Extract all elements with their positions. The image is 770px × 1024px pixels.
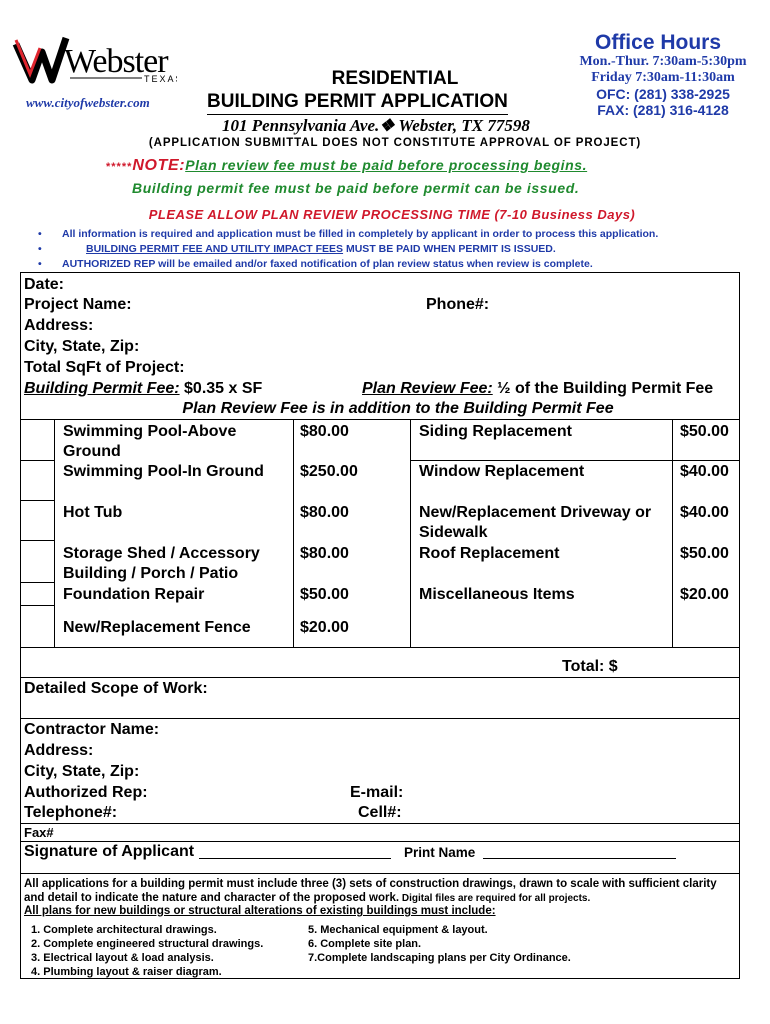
total-sqft-field[interactable]: Total SqFt of Project: [24,359,185,376]
title-line-2: BUILDING PERMIT APPLICATION [207,91,508,115]
print-name-line[interactable] [483,858,676,859]
note-line-2: Building permit fee must be paid before permit can be issued. [132,180,580,196]
city-state-zip-field[interactable]: City, State, Zip: [24,338,140,355]
fee-item-left-3: Storage Shed / Accessory Building / Porch / Patio [63,545,260,582]
email-field[interactable]: E-mail: [350,784,404,801]
website-link[interactable]: www.cityofwebster.com [26,95,150,110]
contractor-city-field[interactable]: City, State, Zip: [24,763,140,780]
disclaimer: (APPLICATION SUBMITTAL DOES NOT CONSTITUTE APPROVAL OF PROJECT) [148,137,642,149]
fee-value-left-1: $250.00 [300,463,358,480]
requirements-list-right: 5. Mechanical equipment & layout. 6. Complete site plan. 7.Complete landscaping plans per City Ordinance. [308,924,571,964]
fee-value-right-4: $20.00 [680,586,729,603]
signature-label: Signature of Applicant [24,843,195,860]
authorized-rep-field[interactable]: Authorized Rep: [24,784,148,801]
fee-item-left-1: Swimming Pool-In Ground [63,463,264,480]
fee-item-right-3: Roof Replacement [419,545,560,562]
office-hours-friday: Friday 7:30am-11:30am [591,70,735,85]
phone-field[interactable]: Phone#: [426,296,490,313]
title-line-1: RESIDENTIAL [331,68,459,89]
fee-item-left-0: Swimming Pool-Above Ground [63,423,237,460]
requirements-heading: All plans for new buildings or structural alterations of existing buildings must include: [24,905,496,917]
fee-item-right-4: Miscellaneous Items [419,586,575,603]
logo-word: Webster [64,43,168,80]
fee-value-left-2: $80.00 [300,504,349,521]
office-hours-weekday: Mon.-Thur. 7:30am-5:30pm [579,54,747,69]
note-label: NOTE: [132,157,186,174]
city-address: 101 Pennsylvania Ave.❖ Webster, TX 77598 [222,116,530,135]
requirements-paragraph: All applications for a building permit must include three (3) sets of construction drawings, drawn to scale with sufficient clarity and detail to indicate the nature and character of the proposed work. Digital files are required for all projects. [24,878,717,904]
fee-item-right-1: Window Replacement [419,463,585,480]
contractor-name-field[interactable]: Contractor Name: [24,721,160,738]
fee-item-left-2: Hot Tub [63,504,123,521]
cell-field[interactable]: Cell#: [358,804,402,821]
print-name-label: Print Name [404,845,476,860]
note-text: Plan review fee must be paid before processing begins. [185,157,588,173]
total-field[interactable]: Total: $ [562,658,618,675]
note-line [106,157,587,175]
telephone-field[interactable]: Telephone#: [24,804,118,821]
building-permit-fee: Building Permit Fee: $0.35 x SF [24,380,263,397]
office-phone: OFC: (281) 338-2925 [596,86,730,102]
scope-of-work-field[interactable]: Detailed Scope of Work: [24,680,208,697]
logo-sub: TEXA [144,74,176,84]
date-field[interactable]: Date: [24,276,65,293]
project-name-field[interactable]: Project Name: [24,296,132,313]
fee-value-right-2: $40.00 [680,504,729,521]
fax-field[interactable]: Fax# [24,825,54,840]
signature-line[interactable] [199,858,391,859]
fee-value-right-3: $50.00 [680,545,729,562]
fee-value-left-0: $80.00 [300,423,349,440]
note-stars: ***** [106,161,133,173]
fee-value-right-0: $50.00 [680,423,729,440]
fee-value-left-3: $80.00 [300,545,349,562]
plan-review-fee: Plan Review Fee: ½ of the Building Permit Fee [362,380,714,397]
plan-review-note: Plan Review Fee is in addition to the Building Permit Fee [182,400,614,417]
fee-value-left-4: $50.00 [300,586,349,603]
office-fax: FAX: (281) 316-4128 [597,102,729,118]
address-field[interactable]: Address: [24,317,94,334]
bullet-2: • BUILDING PERMIT FEE AND UTILITY IMPACT FEES MUST BE PAID WHEN PERMIT IS ISSUED. [38,243,556,255]
bullet-1: • All information is required and application must be filled in completely by applicant in order to process this application. [38,228,658,240]
office-hours-title: Office Hours [594,31,722,54]
fee-value-right-1: $40.00 [680,463,729,480]
fee-item-left-4: Foundation Repair [63,586,205,603]
processing-time-notice: PLEASE ALLOW PLAN REVIEW PROCESSING TIME (7-10 Business Days) [148,207,636,222]
fee-item-left-5: New/Replacement Fence [63,619,251,636]
requirements-list-left: 1. Complete architectural drawings. 2. Complete engineered structural drawings. 3. Electrical layout & load analysis. 4. Plumbing layout & raiser diagram. [31,924,264,978]
fee-value-left-5: $20.00 [300,619,349,636]
fee-item-right-2: New/Replacement Driveway or Sidewalk [419,504,652,541]
contractor-address-field[interactable]: Address: [24,742,94,759]
bullet-3: • AUTHORIZED REP will be emailed and/or faxed notification of plan review status when review is complete. [38,258,593,270]
fee-item-right-0: Siding Replacement [419,423,572,440]
